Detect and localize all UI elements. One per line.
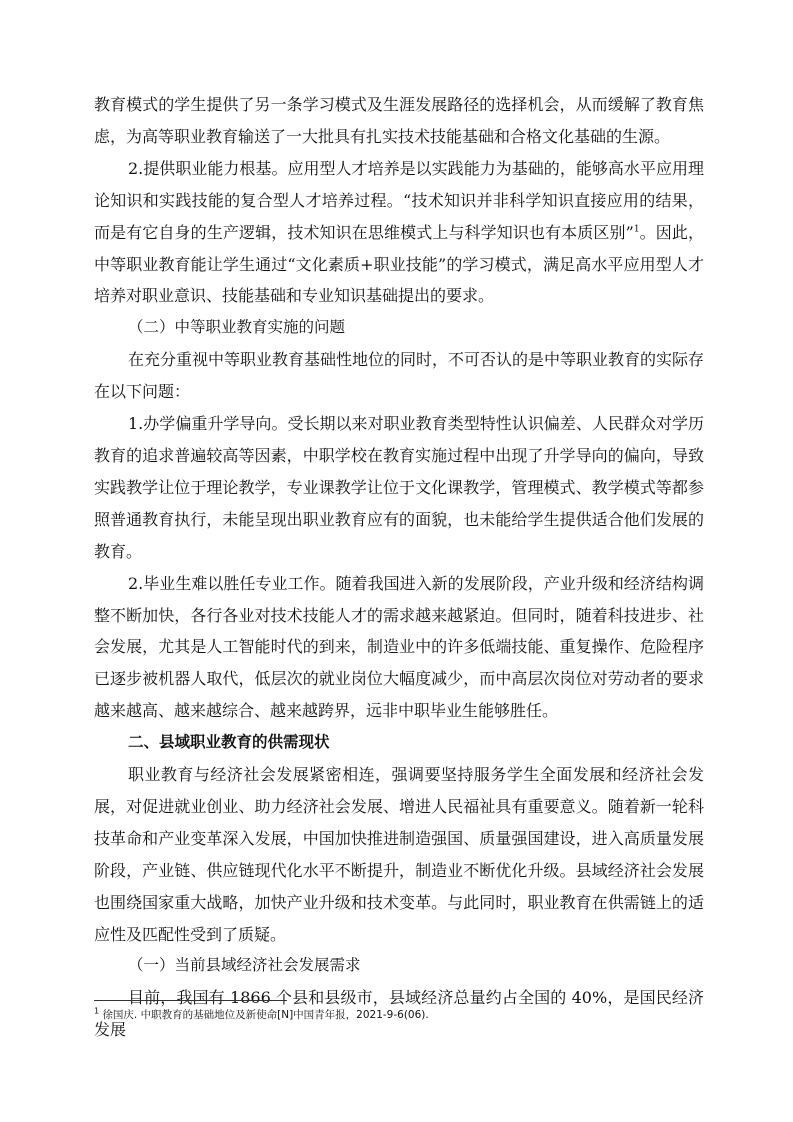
paragraph: 目前，我国有 1866 个县和县级市，县域经济总量约占全国的 40%，是国民经济发展: [94, 988, 704, 1040]
footnote-separator: [94, 1000, 287, 1001]
footnote: [94, 1008, 704, 1022]
section-heading: 二、县域职业教育的供需现状: [128, 733, 330, 752]
footnote-text: 徐国庆. 中职教育的基础地位及新使命[N]中国青年报，2021-9-6(06).: [102, 1009, 429, 1021]
footnote-marker: 1: [94, 1006, 100, 1016]
section-heading: （二）中等职业教育实施的问题: [128, 318, 346, 337]
paragraph: 职业教育与经济社会发展紧密相连，强调要坚持服务学生全面发展和经济社会发展，对促进就业创业、助力经济社会发展、增进人民福祉具有重要意义。随着新一轮科技革命和产业变革深入发展，中国加快推进制造强国、质量强国建设，进入高质量发展阶段，产业链、供应链现代化水平不断提升，制造业不断优化升级。县域经济社会发展也围绕国家重大战略，加快产业升级和技术变革。与此同时，职业教育在供需链上的适应性及匹配性受到了质疑。: [94, 765, 704, 944]
paragraph: 在充分重视中等职业教育基础性地位的同时，不可否认的是中等职业教育的实际存在以下问题：: [94, 350, 705, 402]
paragraph: 1.办学偏重升学导向。受长期以来对职业教育类型特性认识偏差、人民群众对学历教育的追求普遍较高等因素，中职学校在教育实施过程中出现了升学导向的偏向，导致实践教学让位于理论教学，专业课教学让位于文化课教学，管理模式、教学模式等都参照普通教育执行，未能呈现出职业教育应有的面貌，也未能给学生提供适合他们发展的教育。: [94, 414, 704, 561]
paragraph: 教育模式的学生提供了另一条学习模式及生涯发展路径的选择机会，从而缓解了教育焦虑，为高等职业教育输送了一大批具有扎实技术技能基础和合格文化基础的生源。: [94, 95, 704, 146]
paragraph: [94, 153, 704, 313]
section-heading: （一）当前县域经济社会发展需求: [128, 956, 361, 975]
paragraph-text: 2.提供职业能力根基。应用型人才培养是以实践能力为基础的，能够高水平应用理论知识和实践技能的复合型人才培养过程。“技术知识并非科学知识直接应用的结果，而是有它自身的生产逻辑，技术知识在思维模式上与科学知识也有本质区别”: [94, 158, 704, 242]
paragraph: 2.毕业生难以胜任专业工作。随着我国进入新的发展阶段，产业升级和经济结构调整不断加快，各行各业对技术技能人才的需求越来越紧迫。但同时，随着科技进步、社会发展，尤其是人工智能时代的到来，制造业中的许多低端技能、重复操作、危险程序已逐步被机器人取代，低层次的就业岗位大幅度减少，而中高层次岗位对劳动者的要求越来越高、越来越综合、越来越跨界，远非中职毕业生能够胜任。: [94, 573, 704, 721]
body-text: [94, 89, 704, 1046]
footnote-ref: 1: [633, 224, 640, 235]
paragraph-text: 。因此，中等职业教育能让学生通过“文化素质+职业技能”的学习模式，满足高水平应用型人才培养对职业意识、技能基础和专业知识基础提出的要求。: [94, 222, 704, 306]
